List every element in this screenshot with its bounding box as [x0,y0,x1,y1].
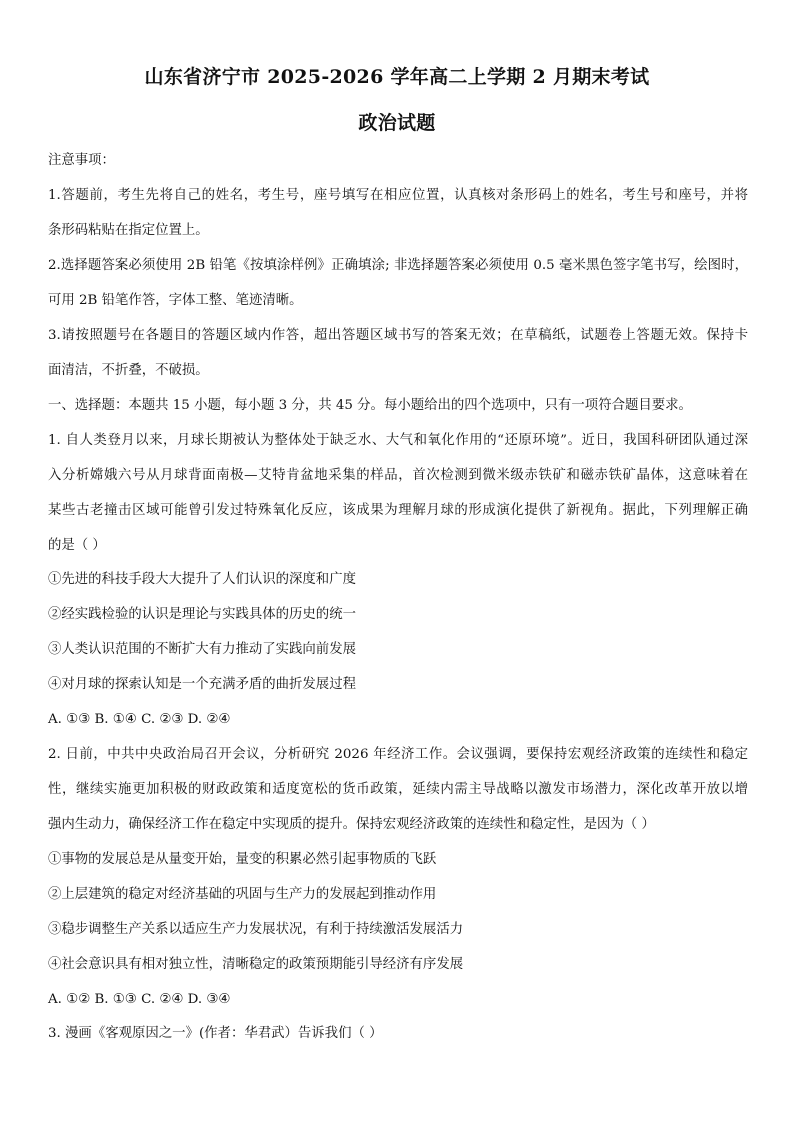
exam-title: 山东省济宁市 2025-2026 学年高二上学期 2 月期末考试 [144,66,650,88]
q1-option-3: ③人类认识范围的不断扩大有力推动了实践向前发展 [48,642,356,657]
section-heading: 一、选择题：本题共 15 小题，每小题 3 分，共 45 分。每小题给出的四个选项中，只有一项符合题目要求。 [48,398,692,413]
notice-item-2-line-1: 2.选择题答案必须使用 2B 铅笔《按填涂样例》正确填涂; 非选择题答案必须使用 0.5 毫米黑色签字笔书写，绘图时， [48,258,748,273]
q1-stem-line-2: 入分析嫦娥六号从月球背面南极—艾特肯盆地采集的样品，首次检测到微米级赤铁矿和磁赤铁矿晶体，这意味着在 [48,468,748,483]
q2-option-3: ③稳步调整生产关系以适应生产力发展状况，有利于持续激活发展活力 [48,922,464,937]
notice-item-1-line-1: 1.答题前，考生先将自己的姓名，考生号，座号填写在相应位置，认真核对条形码上的姓名，考生号和座号，并将 [48,188,748,203]
notice-item-2-line-2: 可用 2B 铅笔作答，字体工整、笔迹清晰。 [48,293,303,308]
q2-answers: A. ①② B. ①③ C. ②④ D. ③④ [48,992,231,1007]
notice-item-1-line-2: 条形码粘贴在指定位置上。 [48,223,209,238]
q1-stem-line-1: 1. 自人类登月以来，月球长期被认为整体处于缺乏水、大气和氧化作用的“还原环境”。近日，我国科研团队通过深 [48,433,748,448]
q1-option-1: ①先进的科技手段大大提升了人们认识的深度和广度 [48,572,356,587]
q1-answers: A. ①③ B. ①④ C. ②③ D. ②④ [48,712,231,727]
notice-item-3-line-1: 3.请按照题号在各题目的答题区域内作答，超出答题区域书写的答案无效；在草稿纸，试题卷上答题无效。保持卡 [48,328,748,343]
q2-option-1: ①事物的发展总是从量变开始，量变的积累必然引起事物质的飞跃 [48,852,437,867]
q1-stem-line-4: 的是（ ） [48,538,106,553]
q1-option-2: ②经实践检验的认识是理论与实践具体的历史的统一 [48,607,356,622]
exam-subtitle: 政治试题 [358,112,436,134]
q2-option-4: ④社会意识具有相对独立性，清晰稳定的政策预期能引导经济有序发展 [48,957,464,972]
q1-stem-line-3: 某些古老撞击区域可能曾引发过特殊氧化反应，该成果为理解月球的形成演化提供了新视角。据此，下列理解正确 [48,503,748,518]
notice-item-3-line-2: 面清洁，不折叠，不破损。 [48,363,209,378]
q2-stem-line-2: 性，继续实施更加积极的财政政策和适度宽松的货币政策，延续内需主导战略以激发市场潜力，深化改革开放以增 [48,782,748,797]
q1-option-4: ④对月球的探索认知是一个充满矛盾的曲折发展过程 [48,677,356,692]
q2-stem-line-1: 2. 日前，中共中央政治局召开会议，分析研究 2026 年经济工作。会议强调，要保持宏观经济政策的连续性和稳定 [48,747,748,762]
notice-heading: 注意事项： [48,153,115,168]
q2-option-2: ②上层建筑的稳定对经济基础的巩固与生产力的发展起到推动作用 [48,887,437,902]
q3-stem: 3. 漫画《客观原因之一》(作者：华君武）告诉我们（ ） [48,1026,383,1041]
q2-stem-line-3: 强内生动力，确保经济工作在稳定中实现质的提升。保持宏观经济政策的连续性和稳定性，是因为（ ） [48,817,655,832]
